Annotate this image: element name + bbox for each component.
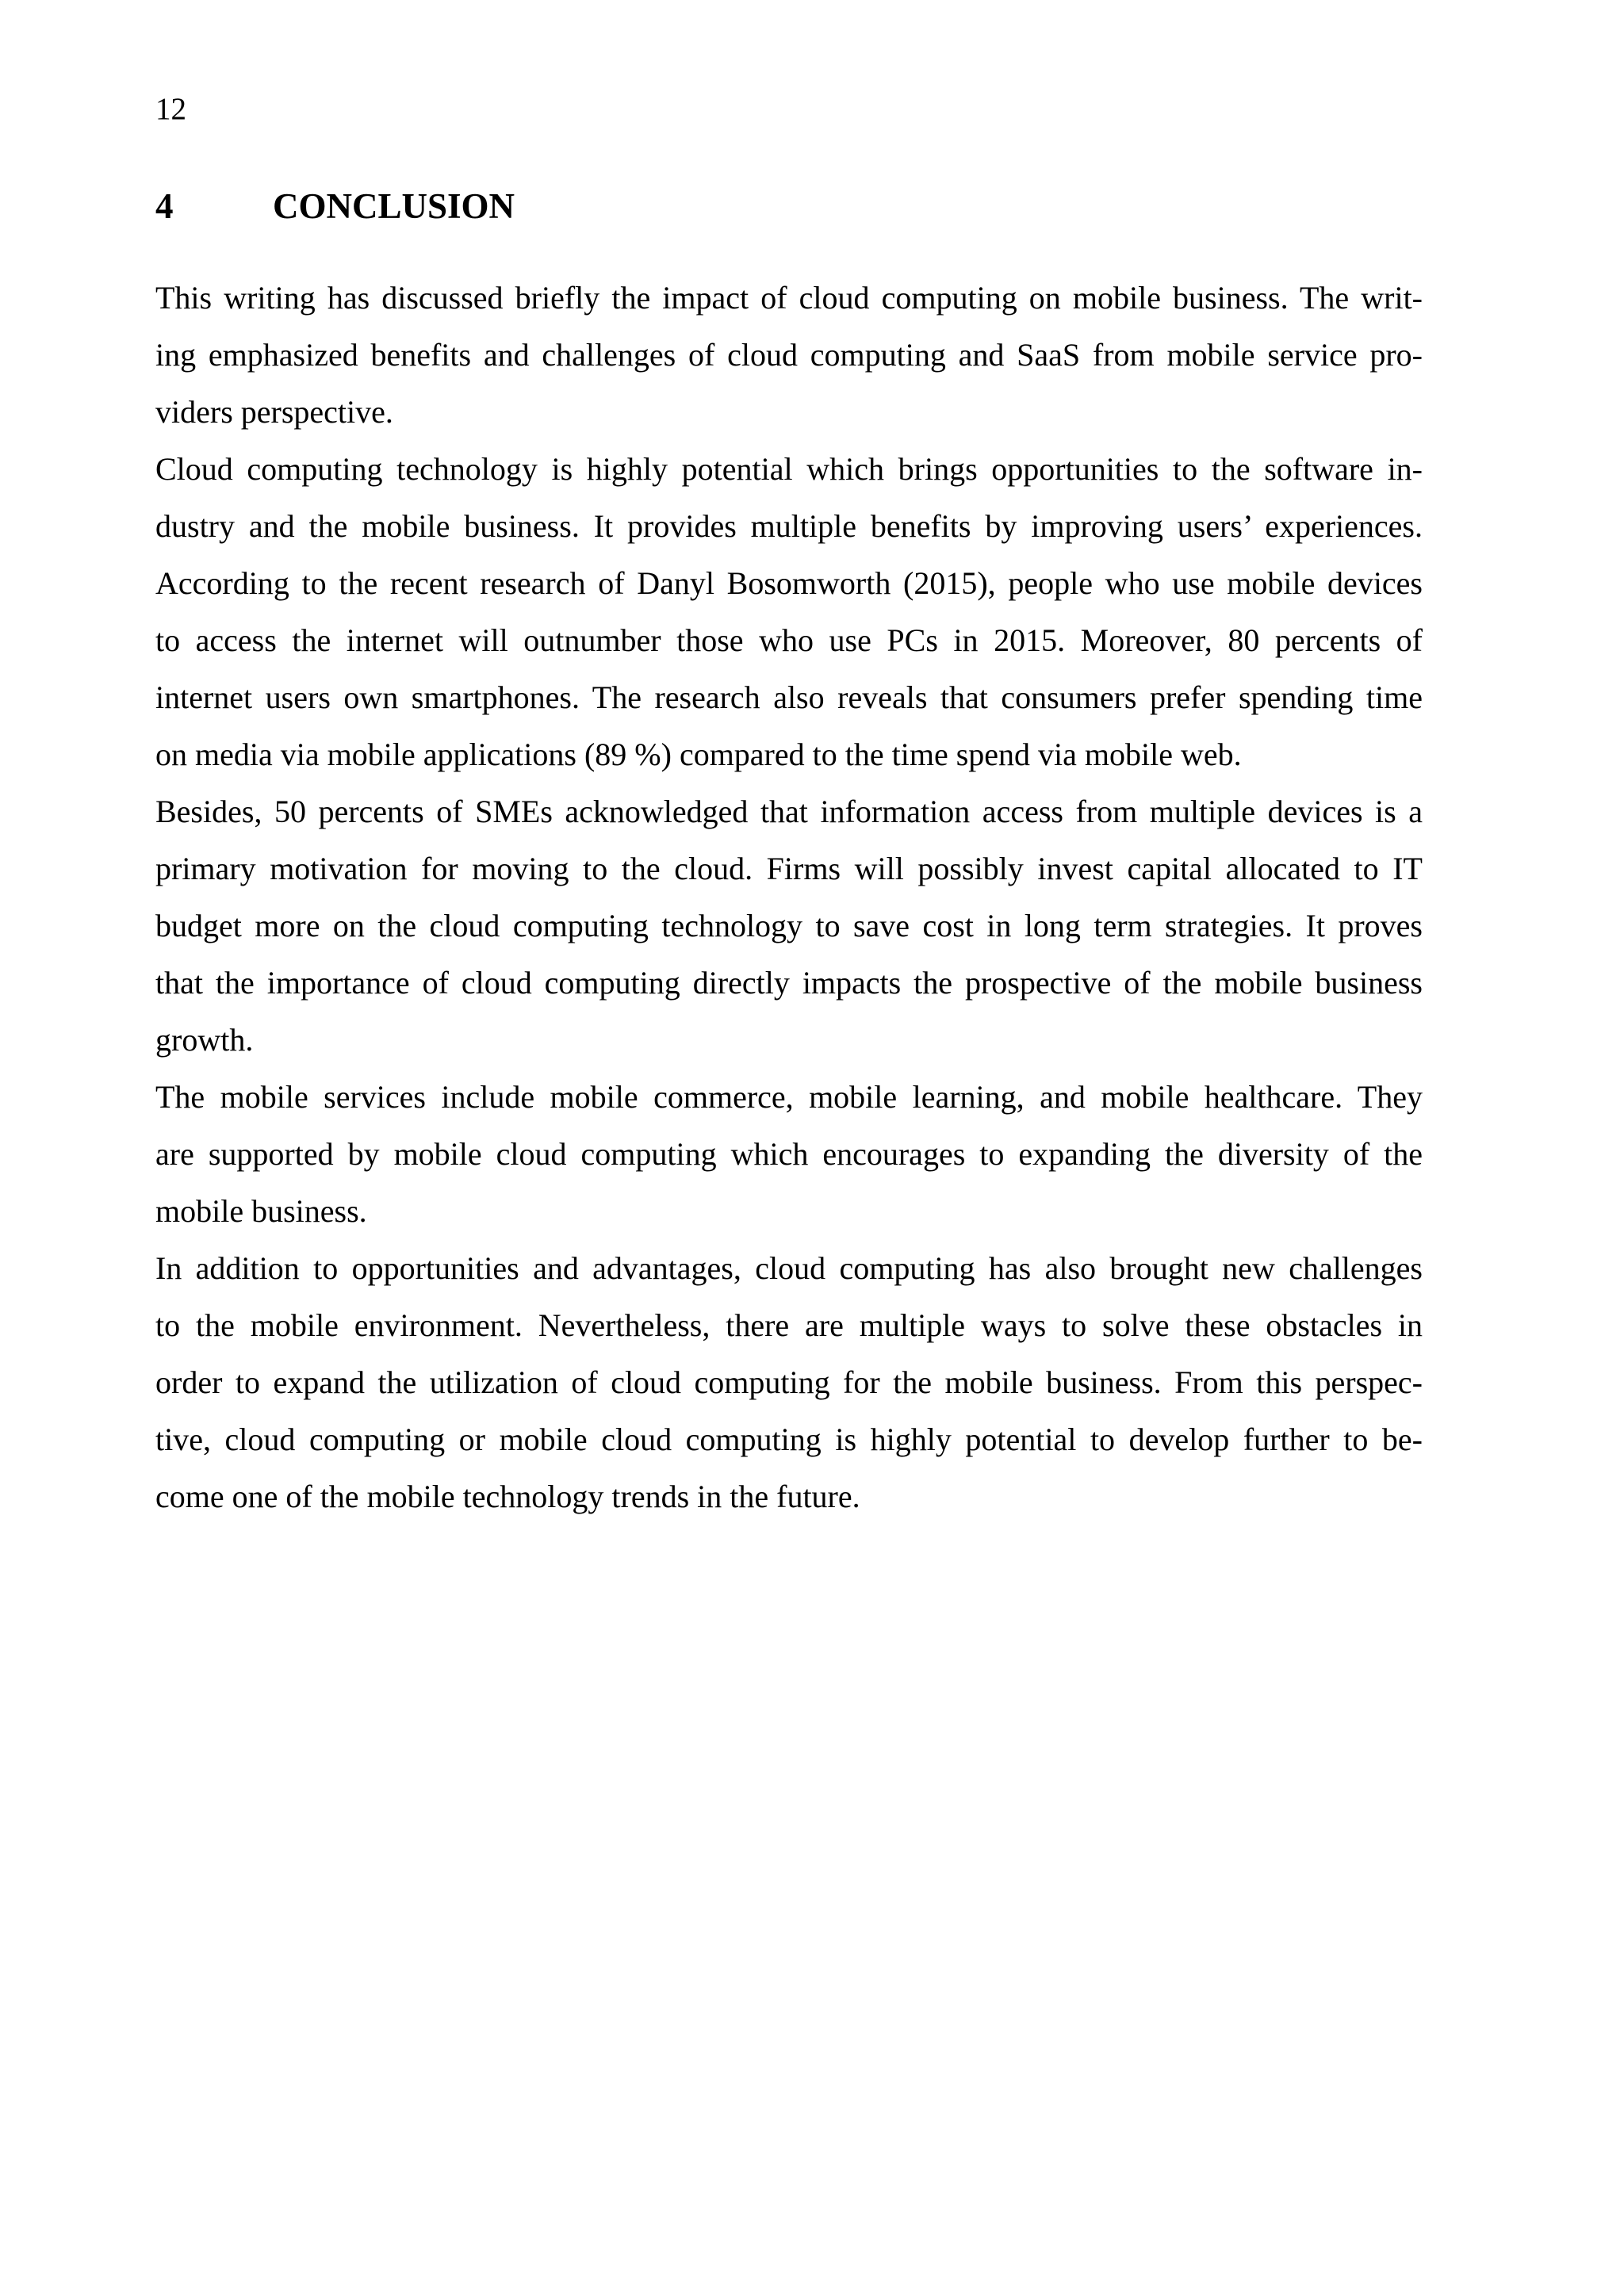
text-line: According to the recent research of Danyl Bosomworth (2015), people who use mobile devices bbox=[155, 565, 1423, 601]
text-line: ing emphasized benefits and challenges of cloud computing and SaaS from mobile service pro- bbox=[155, 337, 1423, 373]
text-line: growth. bbox=[155, 1022, 254, 1058]
text-line: on media via mobile applications (89 %) compared to the time spend via mobile web. bbox=[155, 737, 1242, 772]
text-line: to the mobile environment. Nevertheless, there are multiple ways to solve these obstacles in bbox=[155, 1307, 1423, 1343]
text-line: are supported by mobile cloud computing which encourages to expanding the diversity of the bbox=[155, 1136, 1423, 1172]
text-line: come one of the mobile technology trends in the future. bbox=[155, 1479, 860, 1514]
paragraph-1 bbox=[155, 270, 1423, 441]
paragraph-2 bbox=[155, 441, 1423, 783]
text-line: budget more on the cloud computing technology to save cost in long term strategies. It proves bbox=[155, 908, 1423, 943]
text-line: Besides, 50 percents of SMEs acknowledged that information access from multiple devices is a bbox=[155, 794, 1423, 829]
text-line: viders perspective. bbox=[155, 394, 393, 430]
text-line: dustry and the mobile business. It provides multiple benefits by improving users’ experiences. bbox=[155, 508, 1423, 544]
chapter-number: 4 bbox=[155, 186, 174, 226]
text-line: order to expand the utilization of cloud computing for the mobile business. From this perspec- bbox=[155, 1364, 1423, 1400]
page-number: 12 bbox=[155, 92, 186, 126]
paragraph-5 bbox=[155, 1240, 1423, 1525]
chapter-title: CONCLUSION bbox=[273, 186, 515, 226]
chapter-heading bbox=[155, 184, 515, 228]
text-line: In addition to opportunities and advantages, cloud computing has also brought new challenges bbox=[155, 1250, 1423, 1286]
text-line: internet users own smartphones. The research also reveals that consumers prefer spending time bbox=[155, 679, 1423, 715]
text-line: The mobile services include mobile commerce, mobile learning, and mobile healthcare. They bbox=[155, 1079, 1423, 1115]
text-line: to access the internet will outnumber those who use PCs in 2015. Moreover, 80 percents of bbox=[155, 622, 1423, 658]
text-line: tive, cloud computing or mobile cloud computing is highly potential to develop further to be- bbox=[155, 1422, 1423, 1457]
text-line: mobile business. bbox=[155, 1193, 367, 1229]
text-line: that the importance of cloud computing directly impacts the prospective of the mobile business bbox=[155, 965, 1423, 1001]
body-text bbox=[155, 270, 1423, 1525]
paragraph-4 bbox=[155, 1069, 1423, 1240]
paragraph-3 bbox=[155, 783, 1423, 1069]
text-line: primary motivation for moving to the cloud. Firms will possibly invest capital allocated to IT bbox=[155, 851, 1423, 886]
text-line: This writing has discussed briefly the impact of cloud computing on mobile business. The writ- bbox=[155, 280, 1423, 316]
text-line: Cloud computing technology is highly potential which brings opportunities to the software in- bbox=[155, 451, 1423, 487]
